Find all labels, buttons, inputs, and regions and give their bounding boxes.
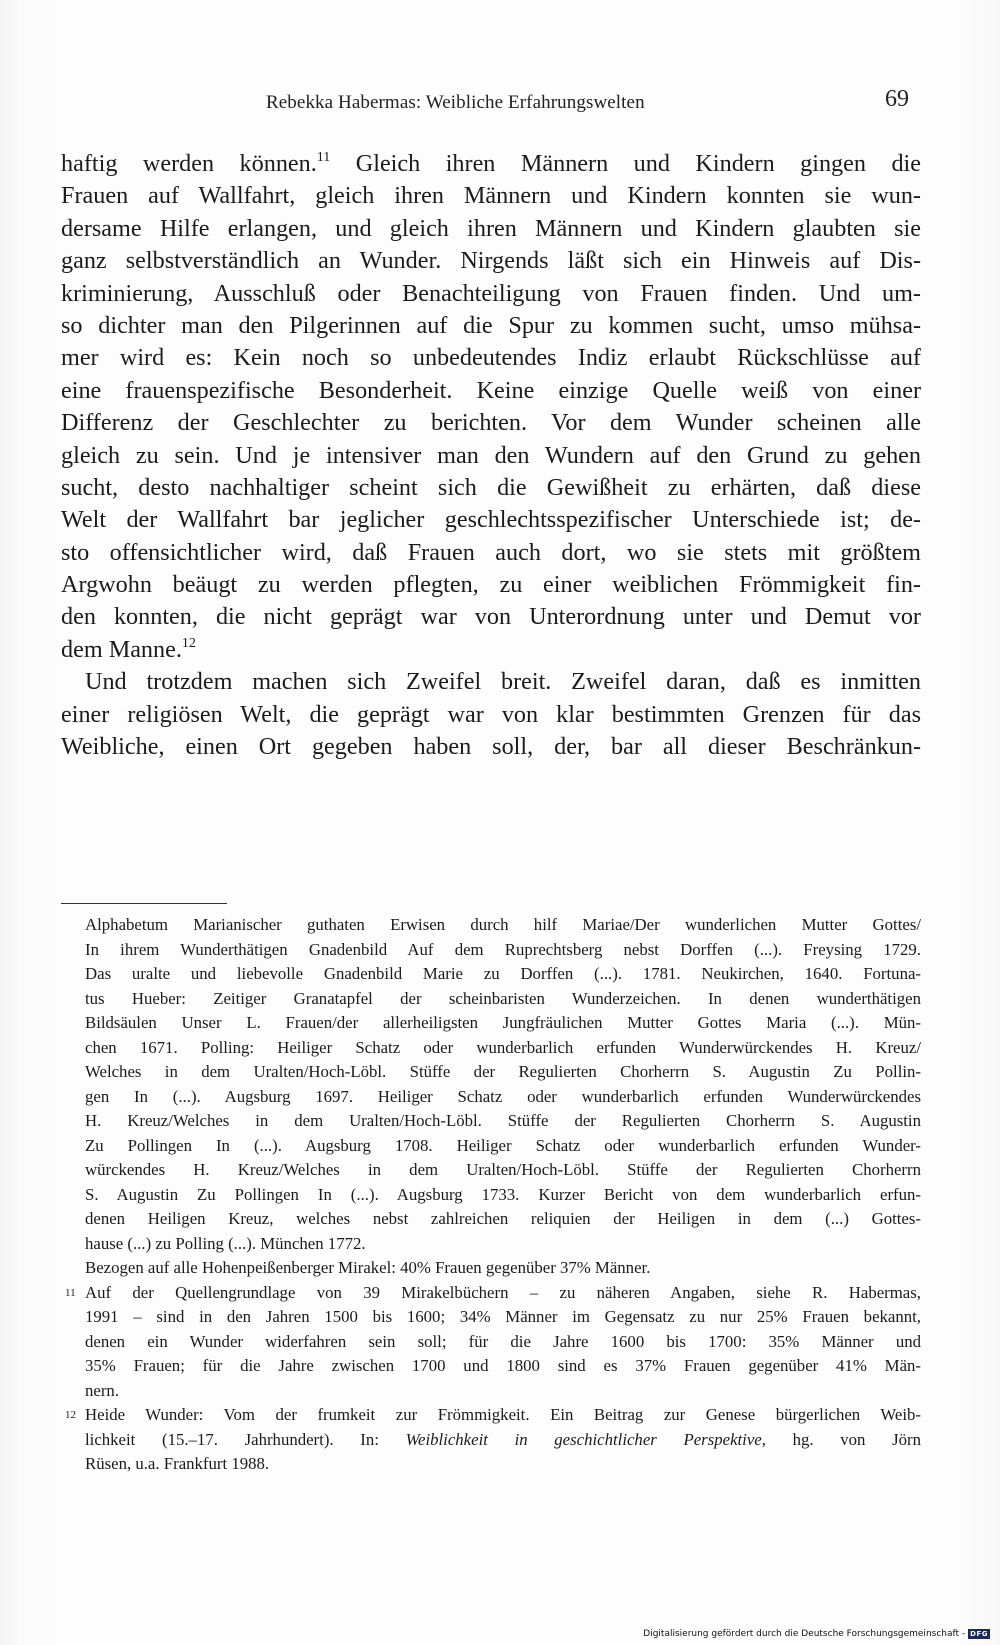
footnote-line: denen Heiligen Kreuz, welches nebst zahlreichen reliquien der Heiligen in dem (...) Gottes- (85, 1209, 921, 1228)
footnote-line: würckendes H. Kreuz/Welches in dem Uralten/Hoch-Löbl. Stüffe der Regulierten Chorherrn (85, 1160, 921, 1179)
footnote-line: hause (...) zu Polling (...). München 1772. (85, 1233, 366, 1253)
footnote-line: lichkeit (15.–17. Jahrhundert). In: Weiblichkeit in geschichtlicher Perspektive, hg. von Jörn (85, 1429, 921, 1449)
text-line: Frauen auf Wallfahrt, gleich ihren Männern und Kindern konnten sie wun- (61, 182, 921, 210)
credit-text: Digitalisierung gefördert durch die Deutsche Forschungsgemeinschaft - (643, 1629, 966, 1639)
footnote-line: Auf der Quellengrundlage von 39 Mirakelbüchern – zu näheren Angaben, siehe R. Habermas, (85, 1282, 921, 1302)
text-line: ganz selbstverständlich an Wunder. Nirgends läßt sich ein Hinweis auf Dis- (61, 247, 921, 275)
footnote-line: 1991 – sind in den Jahren 1500 bis 1600; 34% Männer im Gegensatz zu nur 25% Frauen bekannt, (85, 1307, 921, 1326)
text-line: sto offensichtlicher wird, daß Frauen auch dort, wo sie stets mit größtem (61, 538, 921, 566)
text-line: haftig werden können.$^{11}$ Gleich ihren Männern und Kindern gingen die (61, 150, 921, 177)
footnote-line: tus Hueber: Zeitiger Granatapfel der scheinbaristen Wunderzeichen. In denen wunderthätigen (85, 988, 921, 1008)
text-line: Und trotzdem machen sich Zweifel breit. Zweifel daran, daß es inmitten (85, 668, 921, 696)
text-line: eine frauenspezifische Besonderheit. Keine einzige Quelle weiß von einer (61, 376, 921, 404)
text-line: dersame Hilfe erlangen, und gleich ihren Männern und Kindern glaubten sie (61, 214, 921, 242)
text-line: den konnten, die nicht geprägt war von Unterordnung unter und Demut vor (61, 603, 921, 631)
book-title: Weiblichkeit in geschichtlicher Perspektive (405, 1429, 762, 1449)
footnote-separator (61, 903, 227, 904)
text-line: dem Manne.$^{12}$ (61, 635, 196, 663)
main-text (61, 148, 921, 763)
footnote-line: chen 1671. Polling: Heiliger Schatz oder wunderbarlich erfunden Wunderwürckendes H. Kreuz/ (85, 1037, 921, 1057)
footnote-line: In ihrem Wunderthätigen Gnadenbild Auf dem Ruprechtsberg nebst Dorffen (...). Freysing 1729. (85, 939, 921, 959)
digitization-credit (643, 1629, 990, 1639)
footnote-line: Heide Wunder: Vom der frumkeit zur Frömmigkeit. Ein Beitrag zur Genese bürgerlichen Weib- (85, 1405, 921, 1424)
footnote-marker: 11 (65, 1286, 76, 1299)
running-head: Rebekka Habermas: Weibliche Erfahrungswelten (266, 92, 645, 113)
footnote-continuation (61, 913, 921, 1281)
footnote-line: nern. (85, 1380, 120, 1400)
footnote-line: denen ein Wunder widerfahren sein soll; für die Jahre 1600 bis 1700: 35% Männer und (85, 1331, 921, 1351)
footnotes (61, 913, 921, 1477)
footnote-line: S. Augustin Zu Pollingen In (...). Augsburg 1733. Kurzer Bericht von dem wunderbarlich erfun- (85, 1184, 921, 1204)
text-line: kriminierung, Ausschluß oder Benachteiligung von Frauen finden. Und um- (61, 279, 921, 307)
text-line: so dichter man den Pilgerinnen auf die Spur zu kommen sucht, umso mühsa- (61, 311, 921, 339)
page-number: 69 (885, 86, 909, 112)
text-line: Welt der Wallfahrt bar jeglicher geschlechtsspezifischer Unterschiede ist; de- (61, 506, 921, 534)
text-line: einer religiösen Welt, die geprägt war von klar bestimmten Grenzen für das (61, 700, 921, 728)
footnote-line: H. Kreuz/Welches in dem Uralten/Hoch-Löbl. Stüffe der Regulierten Chorherrn S. Augustin (85, 1111, 921, 1130)
footnote-line: 35% Frauen; für die Jahre zwischen 1700 und 1800 sind es 37% Frauen gegenüber 41% Män- (85, 1356, 921, 1375)
footnote-line: Rüsen, u.a. Frankfurt 1988. (85, 1454, 270, 1473)
footnote-line: Alphabetum Marianischer guthaten Erwisen durch hilf Mariae/Der wunderlichen Mutter Gottes/ (85, 915, 921, 934)
text-line: mer wird es: Kein noch so unbedeutendes Indiz erlaubt Rückschlüsse auf (61, 344, 921, 372)
footnote-12 (61, 1403, 921, 1477)
text-line: Weibliche, einen Ort gegeben haben soll, der, bar all dieser Beschränkun- (61, 733, 921, 761)
footnote-line: Das uralte und liebevolle Gnadenbild Marie zu Dorffen (...). 1781. Neukirchen, 1640. Fortuna- (85, 964, 921, 983)
footnote-marker: 12 (65, 1409, 76, 1421)
footnote-line: Welches in dem Uralten/Hoch-Löbl. Stüffe der Regulierten Chorherrn S. Augustin Zu Pollin- (85, 1062, 921, 1081)
text-line: Argwohn beäugt zu werden pflegten, zu einer weiblichen Frömmigkeit fin- (61, 571, 921, 599)
footnote-ref: 12 (181, 635, 196, 651)
footnote-line: Zu Pollingen In (...). Augsburg 1708. Heiliger Schatz oder wunderbarlich erfunden Wunder- (85, 1135, 921, 1155)
footnote-ref: 11 (316, 150, 331, 165)
footnote-line: Bezogen auf alle Hohenpeißenberger Mirakel: 40% Frauen gegenüber 37% Männer. (85, 1258, 651, 1277)
footnote-line: Bildsäulen Unser L. Frauen/der allerheiligsten Jungfräulichen Mutter Gottes Maria (...). Mün- (85, 1013, 921, 1032)
text-line: sucht, desto nachhaltiger scheint sich die Gewißheit zu erhärten, daß diese (61, 473, 921, 501)
text-line: Differenz der Geschlechter zu berichten. Vor dem Wunder scheinen alle (61, 409, 921, 437)
text-line: gleich zu sein. Und je intensiver man den Wundern auf den Grund zu gehen (61, 441, 921, 469)
dfg-logo-icon: DFG (970, 1630, 988, 1638)
footnote-11 (61, 1281, 921, 1404)
footnote-line: gen In (...). Augsburg 1697. Heiliger Schatz oder wunderbarlich erfunden Wunderwürckendes (85, 1086, 921, 1106)
